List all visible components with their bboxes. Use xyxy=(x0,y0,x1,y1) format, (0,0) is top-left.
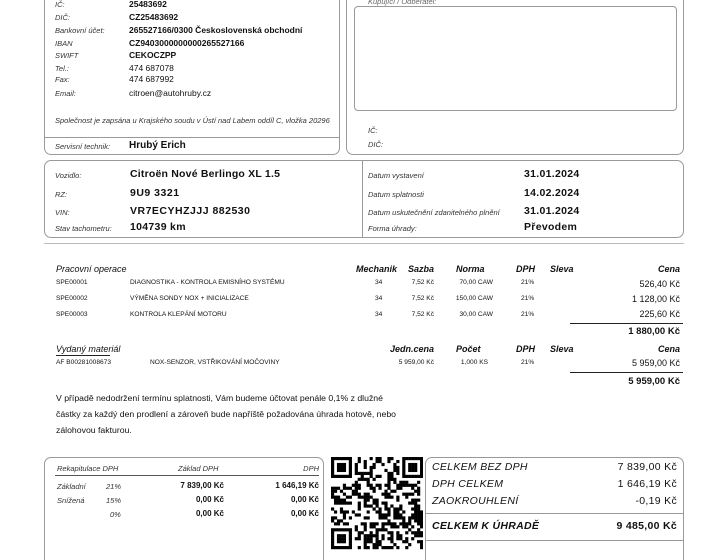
odometer-label: Stav tachometru: xyxy=(55,224,112,233)
work-row-price: 225,60 Kč xyxy=(639,309,680,319)
taxable-value: 31.01.2024 xyxy=(524,205,580,217)
material-header-underline xyxy=(56,355,110,356)
work-row-desc: VÝMĚNA SONDY NOX + INICIALIZACE xyxy=(130,295,249,302)
swift-value: CEKOCZPP xyxy=(129,50,177,60)
vat-recap-row-base: 0,00 Kč xyxy=(195,509,224,518)
work-row-price: 1 128,00 Kč xyxy=(631,294,680,304)
tel-label: Tel.: xyxy=(55,64,69,73)
work-row-desc: DIAGNOSTIKA - KONTROLA EMISNÍHO SYSTÉMU xyxy=(130,279,285,286)
vat-recap-vat-header: DPH xyxy=(303,464,319,473)
qr-code-icon xyxy=(331,457,423,550)
vin-label: VIN: xyxy=(55,208,70,217)
customer-ic-label: IČ: xyxy=(368,126,378,135)
work-row-vat: 21% xyxy=(521,279,535,286)
work-row-rate: 7,52 Kč xyxy=(411,295,434,302)
material-title: Vydaný materiál xyxy=(56,344,121,354)
work-row-norm: 30,00 CAW xyxy=(459,311,493,318)
vat-recap-title: Rekapitulace DPH xyxy=(57,464,119,473)
payment-label: Forma úhrady: xyxy=(368,224,417,233)
vat-recap-row-vat: 1 646,19 Kč xyxy=(275,481,319,490)
vat-recap-row-vat: 0,00 Kč xyxy=(290,495,319,504)
vin-value: VR7ECYHZJJJ 882530 xyxy=(130,205,251,217)
work-row-norm: 70,00 CAW xyxy=(459,279,493,286)
vat-total-label: DPH CELKEM xyxy=(432,478,504,490)
tel-value: 474 687078 xyxy=(129,63,174,73)
issued-value: 31.01.2024 xyxy=(524,168,580,180)
work-row-price: 526,40 Kč xyxy=(639,279,680,289)
vat-recap-row-name: Snížená xyxy=(57,496,85,505)
vehicle-model-label: Vozidlo: xyxy=(55,171,82,180)
vat-recap-row-base: 0,00 Kč xyxy=(195,495,224,504)
work-row-mechanic: 34 xyxy=(375,311,383,318)
work-row-norm: 150,00 CAW xyxy=(455,295,493,302)
work-subtotal: 1 880,00 Kč xyxy=(628,326,680,337)
material-qty-header: Počet xyxy=(456,344,481,354)
vat-recap-header-line xyxy=(55,475,319,476)
material-row-price: 5 959,00 Kč xyxy=(631,358,680,368)
vat-recap-row-base: 7 839,00 Kč xyxy=(180,481,224,490)
taxable-label: Datum uskutečnění zdanitelného plnění xyxy=(368,208,500,217)
rounding-value: -0,19 Kč xyxy=(635,495,677,507)
work-vat-header: DPH xyxy=(516,264,536,274)
iban-value: CZ9403000000000265527166 xyxy=(129,38,245,48)
work-row-desc: KONTROLA KLEPÁNÍ MOTORU xyxy=(130,311,227,318)
technician-label: Servisní technik: xyxy=(55,142,111,151)
work-row-code: SPE00002 xyxy=(56,295,88,302)
rounding-label: ZAOKROUHLENÍ xyxy=(432,495,519,507)
work-price-header: Cena xyxy=(657,264,680,274)
customer-dic-label: DIČ: xyxy=(368,140,383,149)
odometer-value: 104739 km xyxy=(130,221,186,233)
vat-recap-row-rate: 15% xyxy=(106,496,122,505)
registry-note: Společnost je zapsána u Krajského soudu v Ústí nad Labem oddíl C, vložka 20296 xyxy=(55,116,330,125)
vat-recap-base-header: Základ DPH xyxy=(178,464,219,473)
material-vat-header: DPH xyxy=(516,344,536,354)
work-norm-header: Norma xyxy=(456,264,485,274)
technician-value: Hrubý Erich xyxy=(129,140,186,151)
material-subtotal: 5 959,00 Kč xyxy=(628,376,680,387)
material-row-unit-price: 5 959,00 Kč xyxy=(398,359,434,366)
work-title: Pracovní operace xyxy=(56,264,127,274)
work-row-rate: 7,52 Kč xyxy=(411,279,434,286)
customer-header: Kupující / Odběratel: xyxy=(368,0,437,6)
bank-label: Bankovní účet: xyxy=(55,26,105,35)
email-label: Email: xyxy=(55,89,76,98)
material-row-code: AF B00281008673 xyxy=(56,359,111,366)
rz-value: 9U9 3321 xyxy=(130,187,180,199)
rz-label: RZ: xyxy=(55,190,68,199)
ic-label: IČ: xyxy=(55,0,65,9)
ic-value: 25483692 xyxy=(129,0,167,9)
work-row-vat: 21% xyxy=(521,311,535,318)
to-pay-label: CELKEM K ÚHRADĚ xyxy=(432,520,540,532)
material-row-vat: 21% xyxy=(521,359,535,366)
work-mechanic-header: Mechanik xyxy=(356,264,398,274)
email-value[interactable]: citroen@autohruby.cz xyxy=(129,88,212,98)
work-row-code: SPE00003 xyxy=(56,311,88,318)
work-row-vat: 21% xyxy=(521,295,535,302)
supplier-box xyxy=(44,0,340,155)
payment-value: Převodem xyxy=(524,221,578,233)
work-row-code: SPE00001 xyxy=(56,279,88,286)
work-discount-header: Sleva xyxy=(550,264,574,274)
dic-value: CZ25483692 xyxy=(129,12,179,22)
dic-label: DIČ: xyxy=(55,13,70,22)
issued-label: Datum vystavení xyxy=(368,171,424,180)
fax-label: Fax: xyxy=(55,75,70,84)
work-row-mechanic: 34 xyxy=(375,295,383,302)
due-label: Datum splatnosti xyxy=(368,190,424,199)
material-unit-price-header: Jedn.cena xyxy=(390,344,435,354)
to-pay-value: 9 485,00 Kč xyxy=(616,520,677,532)
work-subtotal-line xyxy=(570,323,683,324)
due-value: 14.02.2024 xyxy=(524,187,580,199)
vat-recap-row-rate: 21% xyxy=(106,482,122,491)
section-separator xyxy=(44,243,684,244)
vat-recap-row-rate: 0% xyxy=(110,510,121,519)
material-row-desc: NOX-SENZOR, VSTŘIKOVÁNÍ MOČOVINY xyxy=(150,359,280,366)
material-subtotal-line xyxy=(570,372,683,373)
work-row-mechanic: 34 xyxy=(375,279,383,286)
material-price-header: Cena xyxy=(657,344,680,354)
swift-label: SWIFT xyxy=(55,51,79,60)
total-without-vat-value: 7 839,00 Kč xyxy=(617,461,677,473)
work-row-rate: 7,52 Kč xyxy=(411,311,434,318)
bank-value: 265527166/0300 Československá obchodní xyxy=(129,25,303,35)
material-discount-header: Sleva xyxy=(550,344,574,354)
total-without-vat-label: CELKEM BEZ DPH xyxy=(432,461,528,473)
vat-total-value: 1 646,19 Kč xyxy=(617,478,677,490)
work-rate-header: Sazba xyxy=(408,264,435,274)
vat-recap-row-vat: 0,00 Kč xyxy=(290,509,319,518)
supplier-divider xyxy=(44,137,340,138)
iban-label: IBAN xyxy=(55,39,73,48)
customer-address-area xyxy=(354,6,677,111)
fax-value: 474 687992 xyxy=(129,74,174,84)
vehicle-box-divider xyxy=(362,160,363,238)
penalty-note: V případě nedodržení termínu splatnosti, Vám budeme účtovat penále 0,1% z dlužné částky za každý den prodlení a zároveň bude napříště požadována úhrada hotově, nebo zálohovou fakturou. xyxy=(56,393,397,435)
material-row-qty: 1,000 KS xyxy=(460,359,488,366)
vat-recap-row-name: Základní xyxy=(57,482,86,491)
vehicle-model-value: Citroën Nové Berlingo XL 1.5 xyxy=(130,168,281,180)
